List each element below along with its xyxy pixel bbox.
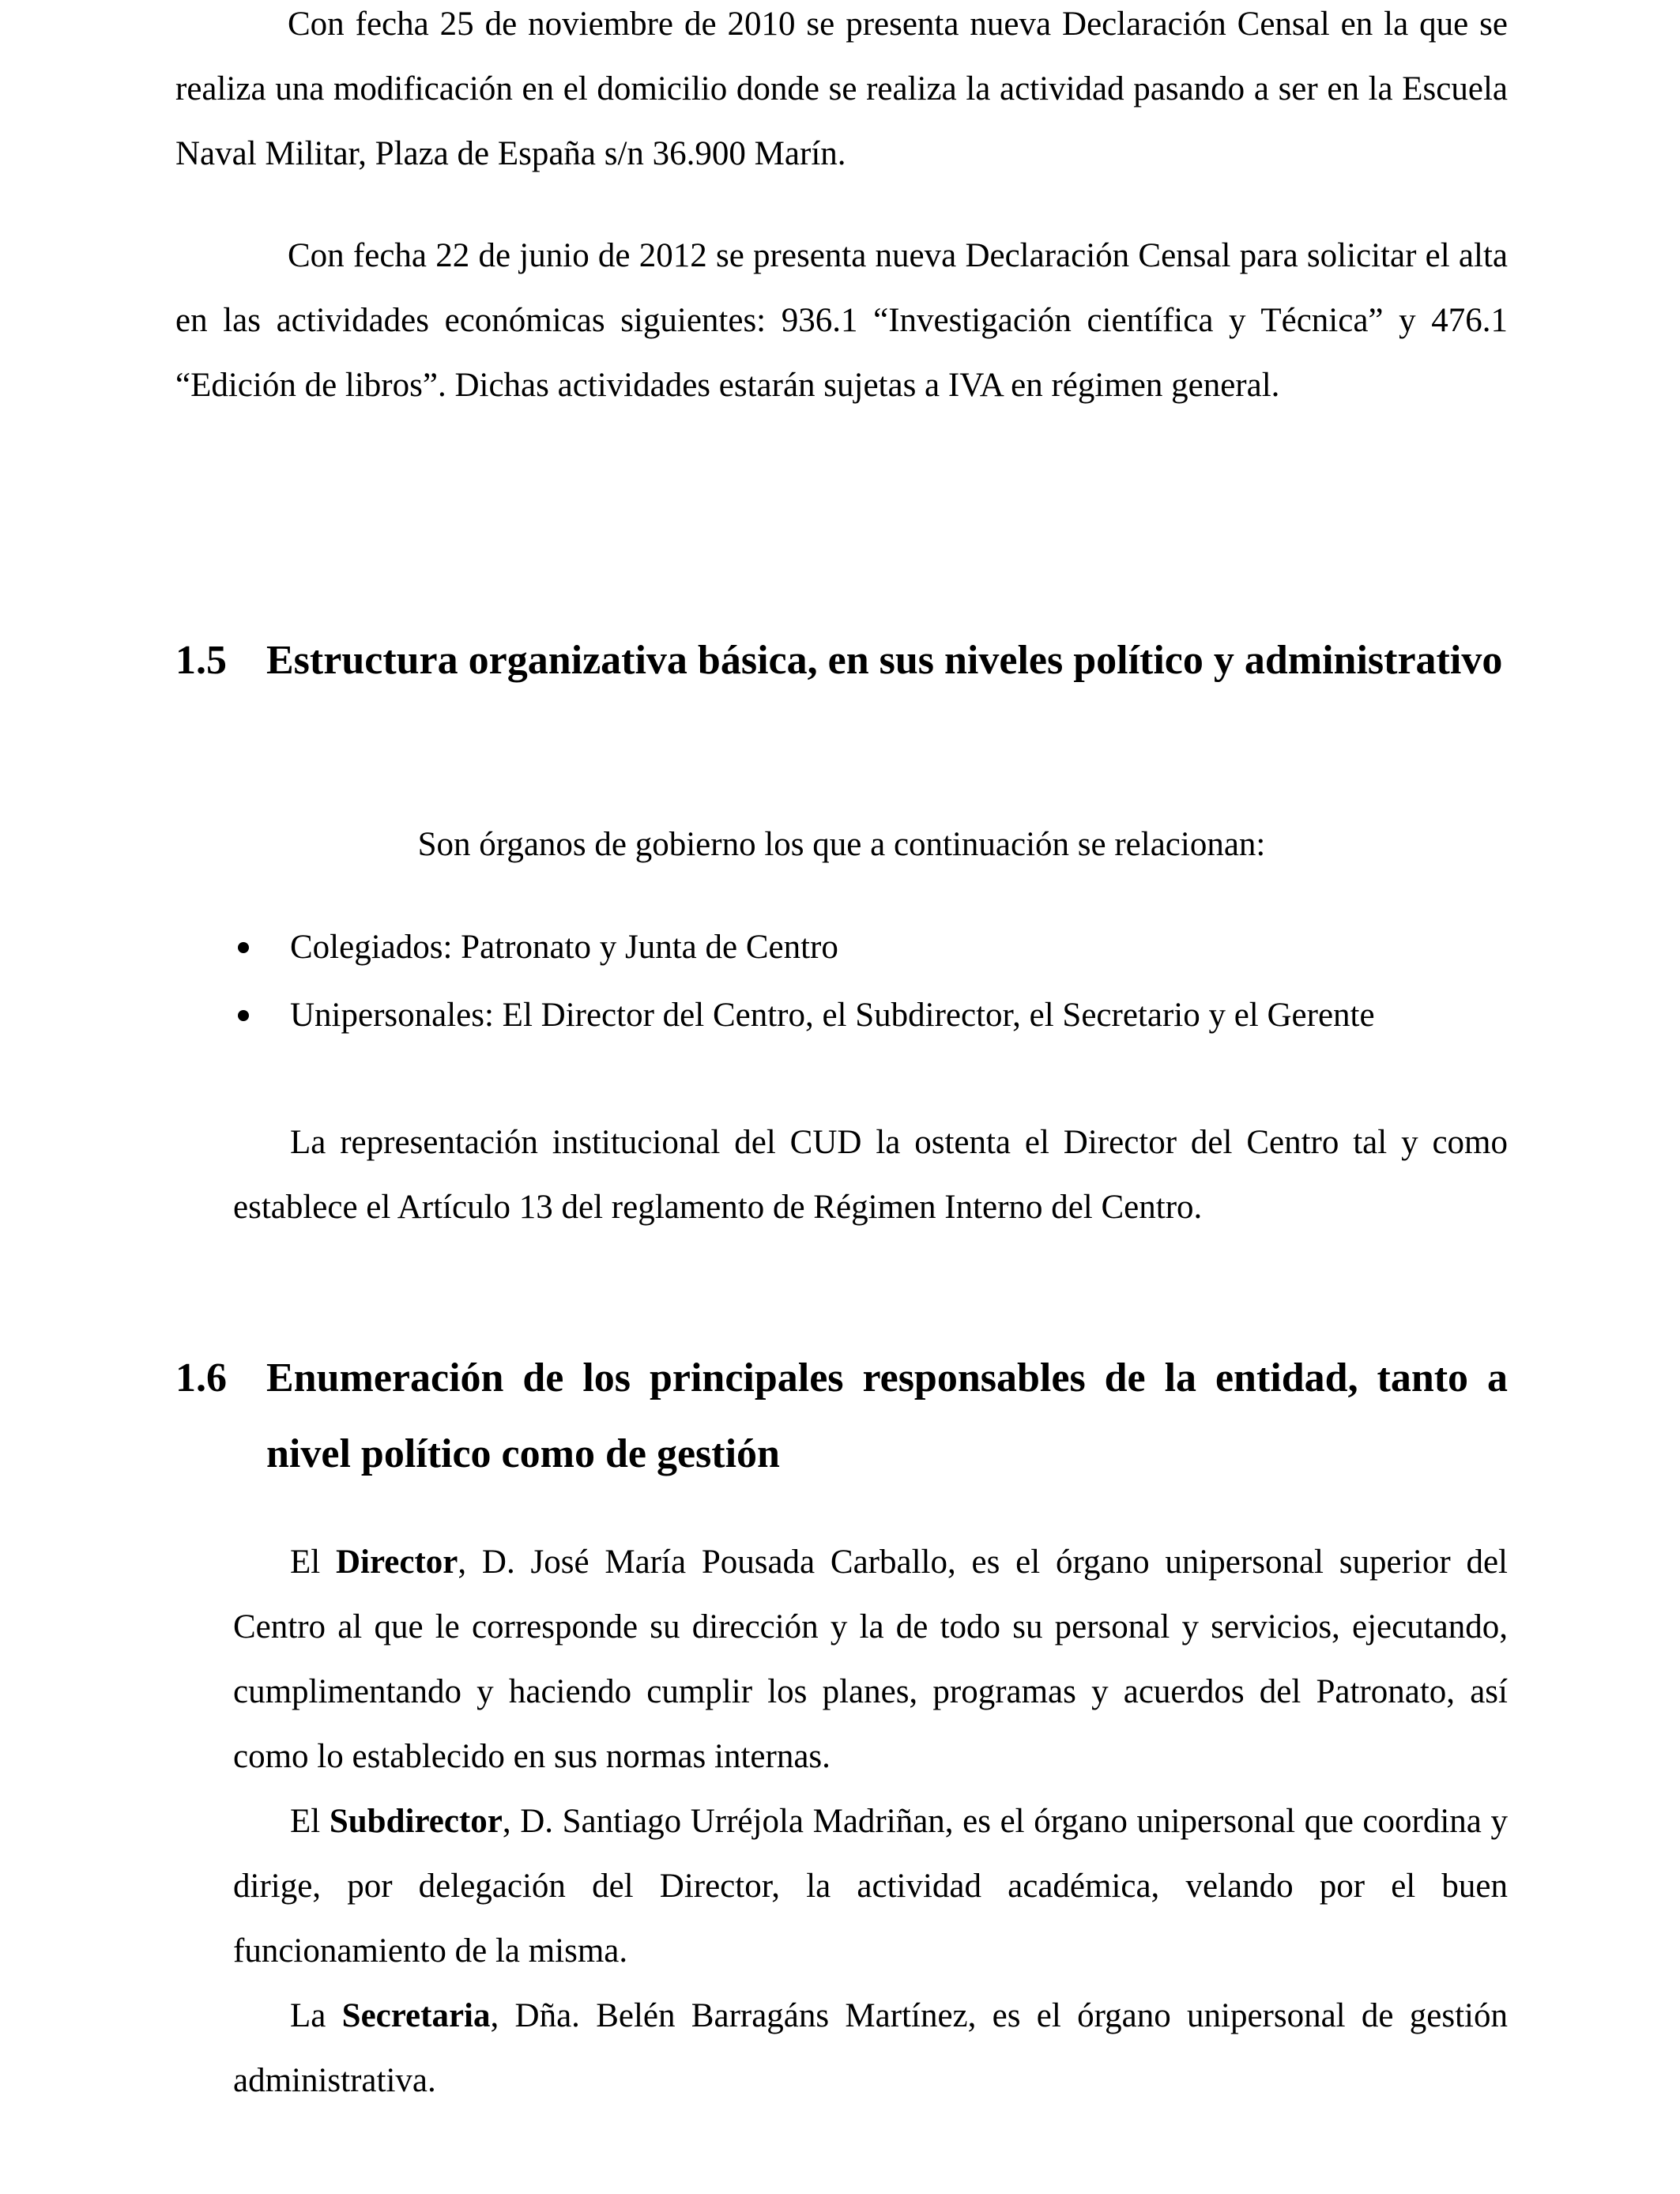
paragraph-secretaria xyxy=(233,1984,1508,2113)
paragraph-representacion: La representación institucional del CUD la ostenta el Director del Centro tal y como establece el Artículo 13 del reglamento de Régimen Interno del Centro. xyxy=(233,1124,1508,1226)
list-item-text: Unipersonales: El Director del Centro, el Subdirector, el Secretario y el Gerente xyxy=(290,997,1375,1034)
entry-text: , D. Santiago Urréjola Madriñan, es el órgano unipersonal que coordina y dirige, por delegación del Director, la actividad académica, velando por el buen funcionamiento de la misma. xyxy=(233,1803,1508,1970)
entry-prefix: El xyxy=(290,1803,330,1840)
paragraph-director xyxy=(233,1530,1508,1789)
paragraph-subdirector xyxy=(233,1789,1508,1984)
entry-prefix: La xyxy=(290,1997,342,2034)
bullet-icon xyxy=(238,942,249,953)
organos-list xyxy=(233,914,1529,1050)
paragraph-declaracion-2012: Con fecha 22 de junio de 2012 se presenta nueva Declaración Censal para solicitar el alta en las actividades económicas siguientes: 936.1 “Investigación científica y Técnica” y 476.1 “Edición de libros”. Dichas actividades estarán sujetas a IVA en régimen general. xyxy=(175,237,1508,404)
section-title: Estructura organizativa básica, en sus niveles político y administrativo xyxy=(266,638,1503,683)
entry-text: , Dña. Belén Barragáns Martínez, es el órgano unipersonal de gestión administrativa. xyxy=(233,1997,1508,2099)
role-director: Director xyxy=(336,1544,458,1581)
section-title: Enumeración de los principales responsables de la entidad, tanto a nivel político como de gestión xyxy=(266,1355,1508,1476)
role-subdirector: Subdirector xyxy=(329,1803,503,1840)
organos-intro: Son órganos de gobierno los que a continuación se relacionan: xyxy=(417,826,1266,863)
list-item xyxy=(233,982,1529,1050)
bullet-icon xyxy=(238,1010,249,1021)
role-secretaria: Secretaria xyxy=(341,1997,491,2034)
list-item xyxy=(233,914,1529,982)
paragraph-declaracion-2010: Con fecha 25 de noviembre de 2010 se presenta nueva Declaración Censal en la que se realiza una modificación en el domicilio donde se realiza la actividad pasando a ser en la Escuela Naval Militar, Plaza de España s/n 36.900 Marín. xyxy=(175,6,1508,172)
section-heading-1-6 xyxy=(175,1340,1508,1492)
section-number: 1.5 xyxy=(175,638,227,683)
section-heading-1-5 xyxy=(175,623,1508,699)
section-number: 1.6 xyxy=(175,1355,227,1400)
entry-text: , D. José María Pousada Carballo, es el órgano unipersonal superior del Centro al que le corresponde su dirección y la de todo su personal y servicios, ejecutando, cumplimentando y haciendo cumplir los planes, programas y acuerdos del Patronato, así como lo establecido en sus normas internas. xyxy=(233,1544,1508,1775)
list-item-text: Colegiados: Patronato y Junta de Centro xyxy=(290,929,838,966)
entry-prefix: El xyxy=(290,1544,336,1581)
